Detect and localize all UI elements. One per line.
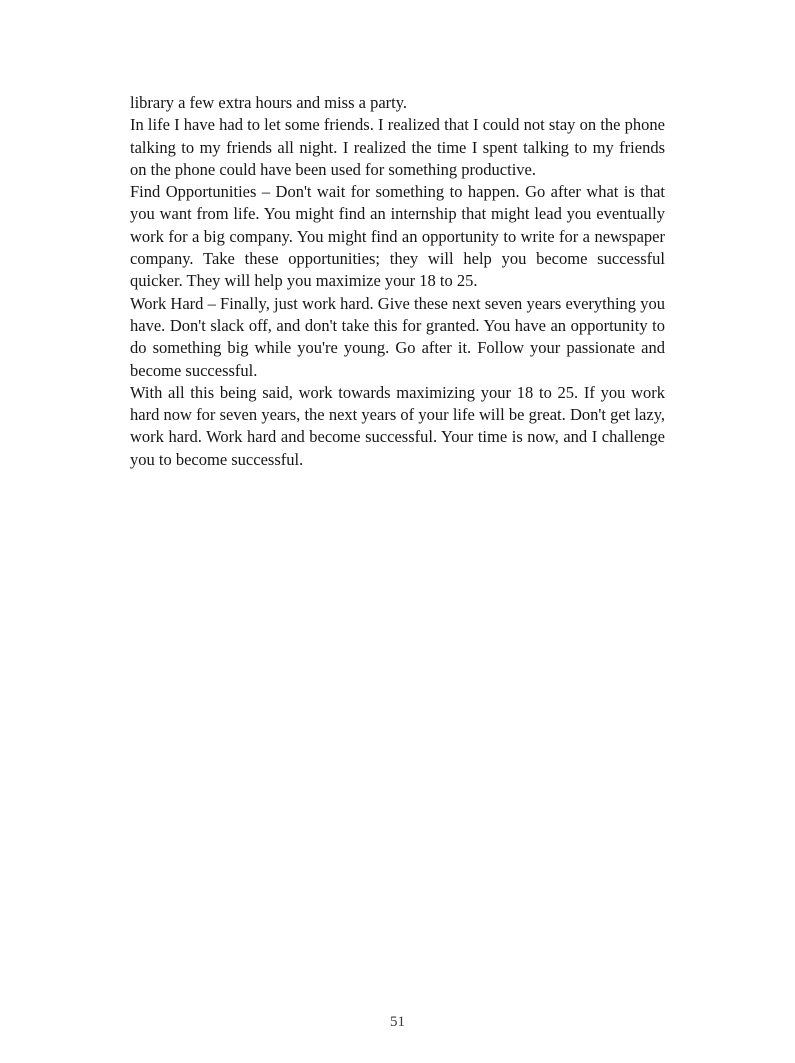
paragraph-find-opportunities: Find Opportunities – Don't wait for something to happen. Go after what is that you want from life. You might find an internship that might lead you eventually work for a big company. You might find an opportunity to write for a newspaper company. Take these opportunities; they will help you become successful quicker. They will help you maximize your 18 to 25. [130, 182, 665, 291]
page-number: 51 [390, 1014, 405, 1030]
paragraph-conclusion: With all this being said, work towards maximizing your 18 to 25. If you work hard now for seven years, the next years of your life will be great. Don't get lazy, work hard. Work hard and become successful. Your time is now, and I challenge you to become successful. [130, 382, 665, 469]
paragraph-work-hard: Work Hard – Finally, just work hard. Give these next seven years everything you have. Don't slack off, and don't take this for granted. You have an opportunity to do something big while you're young. Go after it. Follow your passionate and become successful. [130, 293, 665, 380]
paragraph-in-life: In life I have had to let some friends. I realized that I could not stay on the phone talking to my friends all night. I realized the time I spent talking to my friends on the phone could have been used for something productive. [130, 115, 665, 179]
paragraph-continuation: library a few extra hours and miss a party. [130, 93, 408, 112]
text-block [130, 92, 665, 471]
